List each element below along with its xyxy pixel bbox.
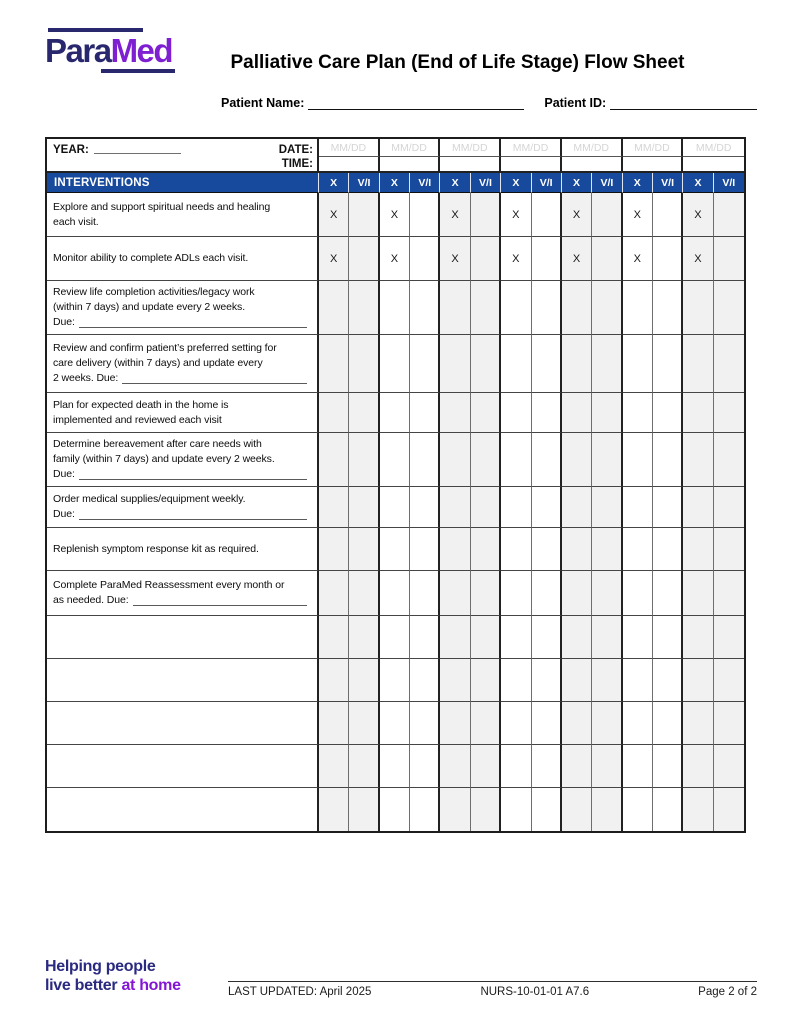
x-mark-cell[interactable]: [683, 788, 713, 831]
x-mark-cell[interactable]: [501, 702, 531, 745]
intervention-text-cell: [47, 487, 319, 528]
x-mark-cell[interactable]: [562, 745, 592, 788]
time-input-cell[interactable]: [319, 157, 380, 173]
x-mark-cell[interactable]: [440, 702, 470, 745]
vi-mark-cell[interactable]: [410, 702, 440, 745]
date-input-cell[interactable]: MM/DD: [683, 139, 744, 157]
tagline-line2: live better at home: [45, 977, 181, 994]
x-mark-cell[interactable]: [440, 571, 470, 616]
intervention-text-cell: [47, 616, 319, 659]
vi-mark-cell[interactable]: [471, 745, 501, 788]
x-mark-cell[interactable]: [683, 393, 713, 433]
column-header-vi: V/I: [532, 173, 562, 193]
x-mark-cell[interactable]: [562, 702, 592, 745]
date-input-cell[interactable]: MM/DD: [319, 139, 380, 157]
intervention-text-line: Review and confirm patient’s preferred setting for: [53, 342, 277, 354]
vi-mark-cell[interactable]: [653, 335, 683, 393]
x-mark-cell[interactable]: [562, 487, 592, 528]
vi-mark-cell[interactable]: [592, 745, 622, 788]
vi-mark-cell[interactable]: [592, 571, 622, 616]
intervention-text-line: Complete ParaMed Reassessment every month or: [53, 579, 285, 591]
vi-mark-cell[interactable]: [532, 702, 562, 745]
vi-mark-cell[interactable]: [532, 659, 562, 702]
intervention-text-cell: [47, 571, 319, 616]
vi-mark-cell[interactable]: [410, 393, 440, 433]
vi-mark-cell[interactable]: [349, 745, 379, 788]
vi-mark-cell[interactable]: [592, 616, 622, 659]
x-mark-cell[interactable]: [319, 702, 349, 745]
column-header-x: X: [440, 173, 470, 193]
vi-mark-cell[interactable]: [714, 745, 744, 788]
x-mark-cell[interactable]: [440, 393, 470, 433]
x-mark-cell[interactable]: [380, 702, 410, 745]
intervention-text-cell: [47, 528, 319, 571]
vi-mark-cell[interactable]: [471, 237, 501, 281]
column-header-x: X: [562, 173, 592, 193]
vi-mark-cell[interactable]: [592, 487, 622, 528]
vi-mark-cell[interactable]: [349, 659, 379, 702]
x-mark-cell[interactable]: [623, 616, 653, 659]
patient-name-input-line[interactable]: [308, 96, 524, 110]
intervention-text-line: Review life completion activities/legacy work: [53, 286, 255, 298]
vi-mark-cell[interactable]: [410, 237, 440, 281]
x-mark-cell[interactable]: [562, 433, 592, 487]
flow-sheet-table: [45, 137, 746, 833]
x-mark-cell[interactable]: [440, 788, 470, 831]
vi-mark-cell[interactable]: [714, 571, 744, 616]
x-mark-cell[interactable]: [623, 281, 653, 335]
vi-mark-cell[interactable]: [653, 616, 683, 659]
x-mark-cell[interactable]: X: [380, 237, 410, 281]
vi-mark-cell[interactable]: [592, 335, 622, 393]
vi-mark-cell[interactable]: [471, 659, 501, 702]
tagline-at-home: at home: [121, 977, 181, 994]
x-mark-cell[interactable]: [501, 433, 531, 487]
intervention-text-cell: [47, 702, 319, 745]
x-mark-cell[interactable]: [319, 659, 349, 702]
vi-mark-cell[interactable]: [471, 788, 501, 831]
intervention-text-cell: [47, 745, 319, 788]
column-header-x: X: [380, 173, 410, 193]
x-mark-cell[interactable]: [501, 659, 531, 702]
vi-mark-cell[interactable]: [653, 433, 683, 487]
x-mark-cell[interactable]: [319, 335, 349, 393]
vi-mark-cell[interactable]: [653, 659, 683, 702]
intervention-text-line: Due:: [53, 316, 75, 328]
intervention-text-cell: [47, 281, 319, 335]
vi-mark-cell[interactable]: [532, 528, 562, 571]
intervention-text-line: Replenish symptom response kit as required.: [53, 542, 259, 555]
column-header-x: X: [683, 173, 713, 193]
x-mark-cell[interactable]: [562, 281, 592, 335]
vi-mark-cell[interactable]: [471, 281, 501, 335]
vi-mark-cell[interactable]: [532, 193, 562, 237]
vi-mark-cell[interactable]: [410, 281, 440, 335]
vi-mark-cell[interactable]: [592, 788, 622, 831]
vi-mark-cell[interactable]: [592, 193, 622, 237]
x-mark-cell[interactable]: [380, 393, 410, 433]
x-mark-cell[interactable]: [319, 571, 349, 616]
logo-wordmark: [45, 34, 175, 68]
intervention-text-line: Plan for expected death in the home is: [53, 398, 229, 411]
date-input-cell[interactable]: MM/DD: [562, 139, 623, 157]
patient-id-label: Patient ID:: [544, 96, 607, 110]
patient-name-label: Patient Name:: [221, 96, 305, 110]
vi-mark-cell[interactable]: [592, 702, 622, 745]
x-mark-cell[interactable]: [501, 616, 531, 659]
x-mark-cell[interactable]: [319, 433, 349, 487]
vi-mark-cell[interactable]: [532, 487, 562, 528]
last-updated-text: LAST UPDATED: April 2025: [228, 986, 372, 998]
vi-mark-cell[interactable]: [349, 433, 379, 487]
vi-mark-cell[interactable]: [349, 281, 379, 335]
vi-mark-cell[interactable]: [592, 528, 622, 571]
x-mark-cell[interactable]: [683, 528, 713, 571]
x-mark-cell[interactable]: [380, 433, 410, 487]
patient-id-input-line[interactable]: [610, 96, 757, 110]
column-header-x: X: [501, 173, 531, 193]
intervention-text-line: Explore and support spiritual needs and healing: [53, 200, 271, 213]
x-mark-cell[interactable]: [319, 487, 349, 528]
vi-mark-cell[interactable]: [410, 433, 440, 487]
x-mark-cell[interactable]: [440, 528, 470, 571]
vi-mark-cell[interactable]: [653, 528, 683, 571]
vi-mark-cell[interactable]: [532, 393, 562, 433]
x-mark-cell[interactable]: [380, 335, 410, 393]
x-mark-cell[interactable]: X: [562, 193, 592, 237]
x-mark-cell[interactable]: [623, 745, 653, 788]
x-mark-cell[interactable]: X: [319, 193, 349, 237]
logo-bottom-bar: [101, 69, 175, 73]
x-mark-cell[interactable]: [380, 745, 410, 788]
x-mark-cell[interactable]: [683, 745, 713, 788]
vi-mark-cell[interactable]: [532, 433, 562, 487]
column-header-vi: V/I: [410, 173, 440, 193]
page-number: Page 2 of 2: [698, 986, 757, 998]
vi-mark-cell[interactable]: [471, 335, 501, 393]
x-mark-cell[interactable]: [319, 281, 349, 335]
intervention-text-line: Due:: [53, 508, 75, 520]
vi-mark-cell[interactable]: [714, 702, 744, 745]
x-mark-cell[interactable]: [623, 702, 653, 745]
x-mark-cell[interactable]: X: [440, 193, 470, 237]
vi-mark-cell[interactable]: [714, 788, 744, 831]
vi-mark-cell[interactable]: [349, 702, 379, 745]
intervention-text-line: Monitor ability to complete ADLs each visit.: [53, 252, 249, 264]
year-input-line[interactable]: [94, 142, 181, 154]
column-header-vi: V/I: [349, 173, 379, 193]
vi-mark-cell[interactable]: [653, 788, 683, 831]
patient-info-row: [221, 96, 757, 110]
x-mark-cell[interactable]: [440, 616, 470, 659]
x-mark-cell[interactable]: [440, 281, 470, 335]
vi-mark-cell[interactable]: [349, 528, 379, 571]
intervention-text-line: Due:: [53, 468, 75, 480]
x-mark-cell[interactable]: [623, 659, 653, 702]
vi-mark-cell[interactable]: [714, 281, 744, 335]
x-mark-cell[interactable]: [501, 487, 531, 528]
x-mark-cell[interactable]: [501, 335, 531, 393]
x-mark-cell[interactable]: [380, 487, 410, 528]
x-mark-cell[interactable]: [683, 571, 713, 616]
x-mark-cell[interactable]: [623, 335, 653, 393]
vi-mark-cell[interactable]: [653, 702, 683, 745]
intervention-text-cell: [47, 237, 319, 281]
intervention-text-line: (within 7 days) and update every 2 weeks.: [53, 301, 246, 313]
x-mark-cell[interactable]: [683, 702, 713, 745]
due-date-input-line[interactable]: [79, 469, 307, 480]
intervention-text-line: 2 weeks. Due:: [53, 372, 119, 384]
vi-mark-cell[interactable]: [714, 616, 744, 659]
x-mark-cell[interactable]: [562, 393, 592, 433]
date-input-cell[interactable]: MM/DD: [380, 139, 441, 157]
time-input-cell[interactable]: [683, 157, 744, 173]
column-header-vi: V/I: [653, 173, 683, 193]
vi-mark-cell[interactable]: [653, 393, 683, 433]
x-mark-cell[interactable]: [623, 433, 653, 487]
logo-part-para: Para: [45, 32, 111, 69]
vi-mark-cell[interactable]: [653, 237, 683, 281]
date-label: DATE:: [278, 144, 313, 157]
x-mark-cell[interactable]: [562, 659, 592, 702]
footer-meta: [228, 986, 757, 998]
x-mark-cell[interactable]: X: [623, 237, 653, 281]
vi-mark-cell[interactable]: [714, 659, 744, 702]
x-mark-cell[interactable]: [440, 487, 470, 528]
due-date-input-line[interactable]: [79, 509, 307, 520]
x-mark-cell[interactable]: [380, 616, 410, 659]
vi-mark-cell[interactable]: [714, 487, 744, 528]
x-mark-cell[interactable]: [380, 571, 410, 616]
x-mark-cell[interactable]: [562, 528, 592, 571]
vi-mark-cell[interactable]: [532, 745, 562, 788]
vi-mark-cell[interactable]: [532, 571, 562, 616]
intervention-text-cell: [47, 193, 319, 237]
x-mark-cell[interactable]: [501, 571, 531, 616]
vi-mark-cell[interactable]: [714, 237, 744, 281]
vi-mark-cell[interactable]: [410, 528, 440, 571]
intervention-text-line: Order medical supplies/equipment weekly.: [53, 493, 246, 505]
vi-mark-cell[interactable]: [532, 616, 562, 659]
intervention-text-cell: [47, 393, 319, 433]
year-label: YEAR:: [53, 144, 89, 157]
x-mark-cell[interactable]: [562, 571, 592, 616]
vi-mark-cell[interactable]: [653, 745, 683, 788]
x-mark-cell[interactable]: [380, 659, 410, 702]
intervention-text-line: family (within 7 days) and update every 2 weeks.: [53, 453, 275, 465]
intervention-text-line: care delivery (within 7 days) and update every: [53, 357, 263, 369]
vi-mark-cell[interactable]: [471, 571, 501, 616]
x-mark-cell[interactable]: [319, 393, 349, 433]
x-mark-cell[interactable]: X: [380, 193, 410, 237]
vi-mark-cell[interactable]: [410, 745, 440, 788]
intervention-text-line: as needed. Due:: [53, 594, 129, 606]
vi-mark-cell[interactable]: [653, 281, 683, 335]
vi-mark-cell[interactable]: [349, 788, 379, 831]
vi-mark-cell[interactable]: [653, 571, 683, 616]
x-mark-cell[interactable]: [440, 745, 470, 788]
page-title: Palliative Care Plan (End of Life Stage) Flow Sheet: [230, 52, 685, 73]
year-date-time-cell: [47, 139, 319, 173]
x-mark-cell[interactable]: [562, 788, 592, 831]
intervention-text-cell: [47, 659, 319, 702]
vi-mark-cell[interactable]: [592, 281, 622, 335]
column-header-vi: V/I: [592, 173, 622, 193]
time-input-cell[interactable]: [501, 157, 562, 173]
logo-part-med: Med: [110, 32, 173, 69]
x-mark-cell[interactable]: X: [683, 237, 713, 281]
due-date-input-line[interactable]: [79, 317, 307, 328]
due-date-input-line[interactable]: [122, 373, 307, 384]
x-mark-cell[interactable]: [683, 281, 713, 335]
vi-mark-cell[interactable]: [532, 335, 562, 393]
x-mark-cell[interactable]: [501, 393, 531, 433]
vi-mark-cell[interactable]: [410, 487, 440, 528]
x-mark-cell[interactable]: [501, 528, 531, 571]
paramed-logo: [45, 28, 175, 73]
x-mark-cell[interactable]: [683, 335, 713, 393]
x-mark-cell[interactable]: [683, 433, 713, 487]
x-mark-cell[interactable]: X: [623, 193, 653, 237]
x-mark-cell[interactable]: [501, 788, 531, 831]
x-mark-cell[interactable]: [623, 487, 653, 528]
x-mark-cell[interactable]: [683, 487, 713, 528]
x-mark-cell[interactable]: X: [683, 193, 713, 237]
x-mark-cell[interactable]: [380, 281, 410, 335]
x-mark-cell[interactable]: X: [501, 237, 531, 281]
column-header-vi: V/I: [471, 173, 501, 193]
interventions-header: INTERVENTIONS: [47, 173, 319, 193]
vi-mark-cell[interactable]: [471, 616, 501, 659]
x-mark-cell[interactable]: [440, 335, 470, 393]
x-mark-cell[interactable]: [623, 571, 653, 616]
footer-divider: [228, 981, 757, 982]
x-mark-cell[interactable]: [319, 528, 349, 571]
x-mark-cell[interactable]: [562, 335, 592, 393]
vi-mark-cell[interactable]: [471, 433, 501, 487]
x-mark-cell[interactable]: [380, 528, 410, 571]
intervention-text-cell: [47, 335, 319, 393]
column-header-vi: V/I: [714, 173, 744, 193]
tagline: [45, 957, 181, 995]
x-mark-cell[interactable]: [623, 393, 653, 433]
vi-mark-cell[interactable]: [471, 487, 501, 528]
x-mark-cell[interactable]: X: [440, 237, 470, 281]
intervention-text-line: Determine bereavement after care needs with: [53, 438, 262, 450]
date-input-cell[interactable]: MM/DD: [623, 139, 684, 157]
vi-mark-cell[interactable]: [714, 193, 744, 237]
x-mark-cell[interactable]: [319, 616, 349, 659]
due-date-input-line[interactable]: [133, 595, 307, 606]
vi-mark-cell[interactable]: [471, 528, 501, 571]
x-mark-cell[interactable]: [562, 616, 592, 659]
vi-mark-cell[interactable]: [471, 393, 501, 433]
vi-mark-cell[interactable]: [410, 193, 440, 237]
vi-mark-cell[interactable]: [592, 237, 622, 281]
vi-mark-cell[interactable]: [714, 393, 744, 433]
vi-mark-cell[interactable]: [653, 487, 683, 528]
vi-mark-cell[interactable]: [592, 659, 622, 702]
time-input-cell[interactable]: [623, 157, 684, 173]
x-mark-cell[interactable]: X: [501, 193, 531, 237]
vi-mark-cell[interactable]: [410, 335, 440, 393]
x-mark-cell[interactable]: [380, 788, 410, 831]
intervention-text-cell: [47, 433, 319, 487]
tagline-line1: Helping people: [45, 958, 156, 975]
x-mark-cell[interactable]: [623, 528, 653, 571]
x-mark-cell[interactable]: X: [562, 237, 592, 281]
vi-mark-cell[interactable]: [532, 788, 562, 831]
time-input-cell[interactable]: [380, 157, 441, 173]
intervention-text-cell: [47, 788, 319, 831]
vi-mark-cell[interactable]: [471, 193, 501, 237]
vi-mark-cell[interactable]: [349, 393, 379, 433]
vi-mark-cell[interactable]: [349, 616, 379, 659]
x-mark-cell[interactable]: [501, 281, 531, 335]
column-header-x: X: [623, 173, 653, 193]
vi-mark-cell[interactable]: [714, 335, 744, 393]
vi-mark-cell[interactable]: [714, 528, 744, 571]
vi-mark-cell[interactable]: [592, 433, 622, 487]
vi-mark-cell[interactable]: [349, 335, 379, 393]
x-mark-cell[interactable]: [440, 659, 470, 702]
vi-mark-cell[interactable]: [532, 237, 562, 281]
intervention-text-line: implemented and reviewed each visit: [53, 413, 222, 426]
x-mark-cell[interactable]: X: [319, 237, 349, 281]
vi-mark-cell[interactable]: [653, 193, 683, 237]
vi-mark-cell[interactable]: [349, 237, 379, 281]
x-mark-cell[interactable]: [683, 659, 713, 702]
column-header-x: X: [319, 173, 349, 193]
time-input-cell[interactable]: [562, 157, 623, 173]
x-mark-cell[interactable]: [319, 788, 349, 831]
time-label: TIME:: [281, 157, 313, 170]
vi-mark-cell[interactable]: [714, 433, 744, 487]
x-mark-cell[interactable]: [319, 745, 349, 788]
vi-mark-cell[interactable]: [471, 702, 501, 745]
vi-mark-cell[interactable]: [410, 571, 440, 616]
date-input-cell[interactable]: MM/DD: [440, 139, 501, 157]
x-mark-cell[interactable]: [683, 616, 713, 659]
intervention-text-line: each visit.: [53, 215, 99, 228]
vi-mark-cell[interactable]: [410, 616, 440, 659]
vi-mark-cell[interactable]: [410, 659, 440, 702]
vi-mark-cell[interactable]: [532, 281, 562, 335]
x-mark-cell[interactable]: [501, 745, 531, 788]
x-mark-cell[interactable]: [440, 433, 470, 487]
vi-mark-cell[interactable]: [410, 788, 440, 831]
vi-mark-cell[interactable]: [349, 487, 379, 528]
x-mark-cell[interactable]: [623, 788, 653, 831]
date-input-cell[interactable]: MM/DD: [501, 139, 562, 157]
document-number: NURS-10-01-01 A7.6: [480, 986, 590, 998]
vi-mark-cell[interactable]: [592, 393, 622, 433]
vi-mark-cell[interactable]: [349, 571, 379, 616]
vi-mark-cell[interactable]: [349, 193, 379, 237]
time-input-cell[interactable]: [440, 157, 501, 173]
